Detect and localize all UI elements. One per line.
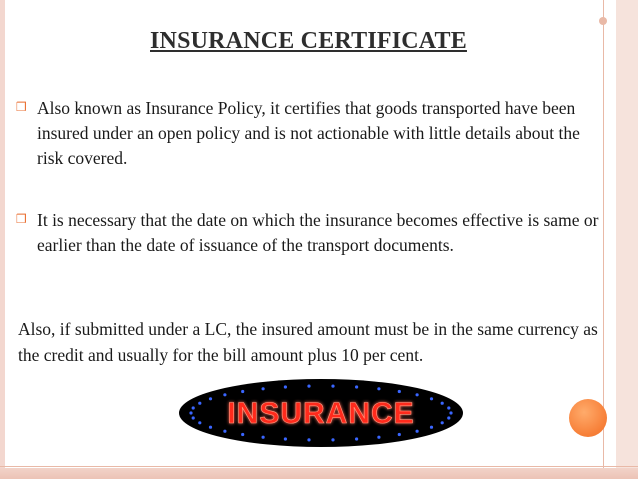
led-dot — [430, 426, 433, 429]
bullet-icon: ❒ — [16, 100, 27, 114]
led-dot — [307, 385, 310, 388]
insurance-neon-sign-image — [178, 378, 464, 448]
led-dot — [284, 385, 287, 388]
led-dot — [189, 411, 192, 414]
led-dot — [398, 433, 401, 436]
led-dot — [355, 437, 358, 440]
led-dot — [331, 385, 334, 388]
bullet-item — [16, 208, 608, 258]
led-dot — [430, 397, 433, 400]
led-dot — [284, 437, 287, 440]
led-dot — [241, 390, 244, 393]
slide-right-border — [616, 0, 638, 479]
led-dot — [262, 387, 265, 390]
led-dot — [449, 411, 452, 414]
bullet-text: It is necessary that the date on which the insurance becomes effective is same or earlier than the date of issuance of the transport documents. — [37, 210, 599, 255]
slide-bottom-rule — [0, 466, 638, 467]
led-dot — [307, 438, 310, 441]
led-dot — [398, 390, 401, 393]
led-dot — [441, 402, 444, 405]
led-dot — [355, 385, 358, 388]
led-dot — [377, 387, 380, 390]
led-dot — [377, 436, 380, 439]
decorative-dot — [599, 17, 607, 25]
led-dot — [192, 406, 195, 409]
led-dot — [209, 397, 212, 400]
bullet-text: Also known as Insurance Policy, it certifies that goods transported have been insured under an open policy and is not actionable with little details about the risk covered. — [37, 98, 580, 168]
led-dot — [192, 416, 195, 419]
led-dot — [198, 421, 201, 424]
led-dot — [262, 436, 265, 439]
led-dot — [198, 402, 201, 405]
slide-bottom-border — [0, 468, 638, 479]
decorative-orange-circle — [569, 399, 607, 437]
slide-title: INSURANCE CERTIFICATE — [150, 28, 467, 54]
led-dot — [447, 406, 450, 409]
sign-text: INSURANCE — [227, 397, 415, 430]
led-dot — [441, 421, 444, 424]
led-dot — [223, 393, 226, 396]
led-dot — [331, 438, 334, 441]
led-dot — [416, 393, 419, 396]
slide-left-border — [0, 0, 5, 479]
led-dot — [241, 433, 244, 436]
led-dot — [416, 430, 419, 433]
bullet-icon: ❒ — [16, 212, 27, 226]
bullet-item — [16, 96, 608, 171]
body-paragraph: Also, if submitted under a LC, the insured amount must be in the same currency as the credit and usually for the bill amount plus 10 per cent. — [18, 319, 598, 365]
led-dot — [209, 426, 212, 429]
led-dot — [447, 416, 450, 419]
led-dot — [223, 430, 226, 433]
